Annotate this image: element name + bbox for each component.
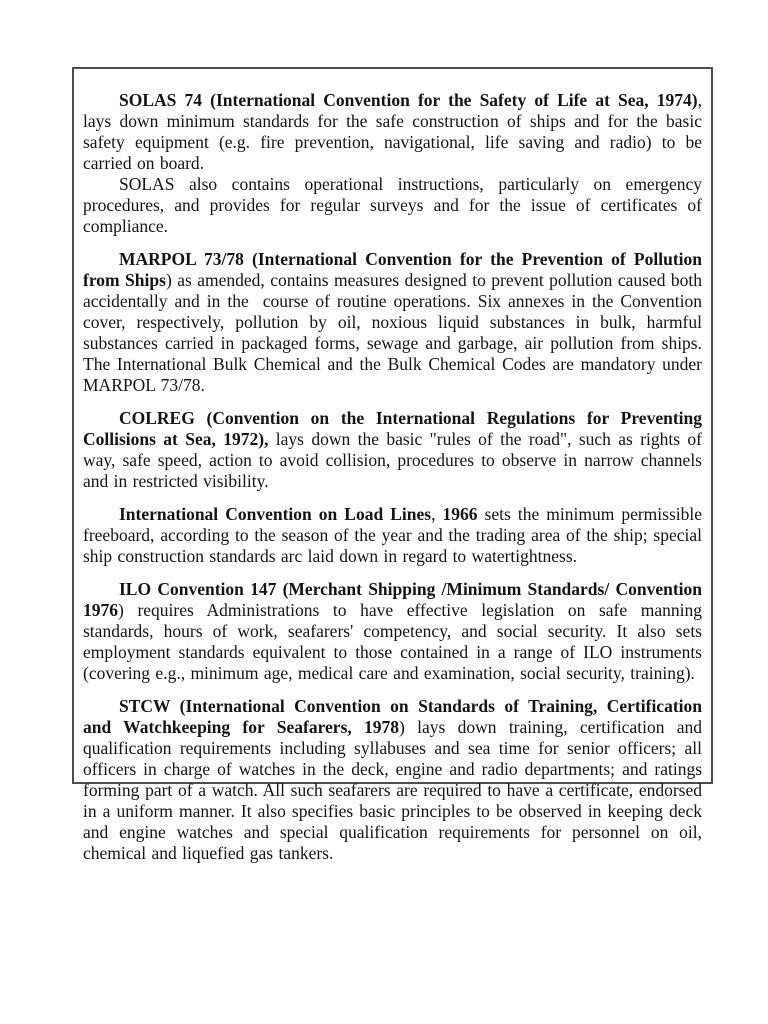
paragraph-load-lines-separator: , [431,504,443,524]
paragraph-stcw [83,696,702,864]
paragraph-stcw-lead-bold: STCW (International Convention on Standards of Training, Certification and Watchkeeping for Seafarers, 1978 [83,696,702,737]
paragraph-solas-operational [83,174,702,237]
paragraph-ilo-lead-bold: ILO Convention 147 (Merchant Shipping /Minimum Standards/ Convention 1976 [83,579,702,620]
paragraph-marpol-body: ) as amended, contains measures designed to prevent pollution caused both accidentally and in the course of routine operations. Six annexes in the Convention cover, respectively, pollution by oil, noxious liquid substances in bulk, harmful substances carried in packaged forms, sewage and garbage, air pollution from ships. The International Bulk Chemical and the Bulk Chemical Codes are mandatory under MARPOL 73/78. [83,270,703,395]
paragraph-load-lines [83,504,702,567]
paragraph-ilo [83,579,702,684]
paragraph-ilo-body: ) requires Administrations to have effective legislation on safe manning standards, hours of work, seafarers' competency, and social security. It also sets employment standards equivalent to those contained in a range of ILO instruments (covering e.g., minimum age, medical care and examination, social security, training). [83,600,702,683]
paragraph-solas-lead-bold: SOLAS 74 (International Convention for the Safety of Life at Sea, 1974) [119,90,698,110]
paragraph-colreg [83,408,702,492]
paragraph-colreg-lead-bold: COLREG (Convention on the International Regulations for Preventing Collisions at Sea, 1972), [83,408,702,449]
paragraph-solas [83,90,702,174]
content-border-box [72,67,713,863]
paragraph-colreg-body: lays down the basic "rules of the road", such as rights of way, safe speed, action to avoid collision, procedures to observe in narrow channels and in restricted visibility. [83,429,702,491]
paragraph-marpol-lead-bold: MARPOL 73/78 (International Convention for the Prevention of Pollution from Ships [83,249,702,290]
paragraph-solas-operational-body: SOLAS also contains operational instructions, particularly on emergency procedures, and provides for regular surveys and for the issue of certificates of compliance. [83,174,702,236]
paragraph-marpol [83,249,702,396]
paragraph-load-lines-body: sets the minimum permissible freeboard, according to the season of the year and the trading area of the ship; special ship construction standards arc laid down in regard to watertightness. [83,504,703,566]
paragraph-load-lines-lead-bold: International Convention on Load Lines [119,504,432,524]
paragraph-solas-body: , lays down minimum standards for the safe construction of ships and for the basic safety equipment (e.g. fire prevention, navigational, life saving and radio) to be carried on board. [83,90,702,173]
paragraph-load-lines-year-bold: 1966 [442,504,478,524]
paragraph-stcw-body: ) lays down training, certification and qualification requirements including syllabuses and sea time for senior officers; all officers in charge of watches in the deck, engine and radio departments; and ratings forming part of a watch. All such seafarers are required to have a certificate, endorsed in a uniform manner. It also specifies basic principles to be observed in keeping deck and engine watches and special qualification requirements for personnel on oil, chemical and liquefied gas tankers. [83,717,703,863]
